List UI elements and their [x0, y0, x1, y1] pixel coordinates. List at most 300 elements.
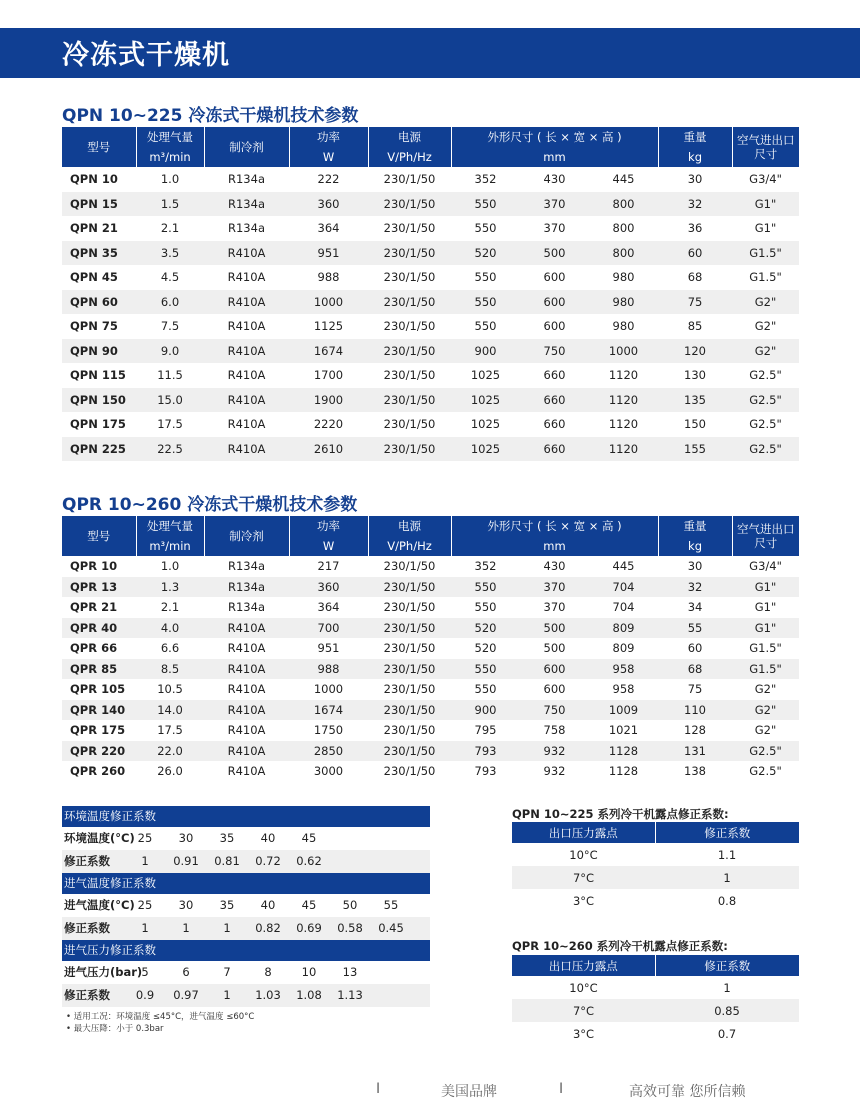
correction-value: 7 — [223, 965, 231, 979]
table-cell: R134a — [228, 559, 265, 574]
table-cell: 2850 — [289, 741, 368, 762]
table-cell: 75 — [687, 682, 703, 697]
table-cell: 10°C — [569, 847, 598, 862]
header-port: 空气进出口尺寸 — [732, 516, 799, 556]
header-power-unit: W — [289, 536, 368, 556]
header-refrigerant: 制冷剂 — [204, 516, 289, 556]
dew-qpr-body — [512, 976, 799, 1045]
correction-label: 修正系数 — [64, 854, 110, 868]
table-cell: 430 — [543, 172, 566, 187]
table-cell: 22.0 — [136, 741, 204, 762]
correction-row — [62, 827, 430, 850]
table-cell: 7°C — [512, 999, 655, 1022]
table-cell: 155 — [658, 437, 732, 462]
table-cell: R410A — [204, 339, 289, 364]
correction-label: 修正系数 — [64, 988, 110, 1002]
dew-qpn-body — [512, 843, 799, 912]
table-cell: 932 — [543, 764, 566, 779]
table-cell: 1120 — [608, 417, 639, 432]
table-cell: 8.5 — [136, 659, 204, 680]
table-cell: 980 — [589, 290, 658, 315]
table-cell: 1128 — [589, 741, 658, 762]
table-cell: G2" — [732, 290, 799, 315]
notes — [66, 1011, 254, 1035]
table-cell: 230/1/50 — [383, 682, 436, 697]
model-cell: QPN 75 — [70, 319, 118, 334]
table-cell: R410A — [204, 618, 289, 639]
table-cell: 1900 — [289, 388, 368, 413]
model-cell: QPR 175 — [70, 723, 126, 738]
header-flow-unit: m³/min — [136, 536, 204, 556]
table-cell: 1.5 — [136, 192, 204, 217]
correction-value: 0.97 — [173, 988, 199, 1002]
table-cell: 30 — [687, 172, 703, 187]
table-cell: 988 — [289, 659, 368, 680]
table-cell: G2" — [754, 682, 777, 697]
table-cell: 230/1/50 — [383, 270, 436, 285]
table-cell: 1025 — [470, 417, 501, 432]
table-cell: 500 — [520, 618, 589, 639]
qpn-table-body — [62, 167, 799, 461]
table-cell: 980 — [612, 270, 635, 285]
table-cell: 800 — [589, 192, 658, 217]
table-cell: 230/1/50 — [368, 700, 451, 721]
table-cell: 800 — [589, 241, 658, 266]
table-cell: R410A — [227, 368, 266, 383]
table-cell: G2.5" — [732, 388, 799, 413]
table-cell: R134a — [204, 192, 289, 217]
page-title: 冷冻式干燥机 — [62, 40, 230, 71]
table-cell: 364 — [317, 221, 340, 236]
table-cell: 230/1/50 — [368, 618, 451, 639]
correction-label: 环境温度(°C) — [64, 831, 135, 845]
table-row — [62, 638, 799, 659]
qpn-spec-table — [62, 127, 799, 461]
correction-value: 0.9 — [135, 988, 155, 1002]
table-cell: 550 — [451, 290, 520, 315]
table-cell: 370 — [543, 600, 566, 615]
table-cell: 1000 — [289, 290, 368, 315]
table-cell: 230/1/50 — [383, 221, 436, 236]
table-cell: 2.1 — [160, 221, 180, 236]
table-row — [512, 976, 799, 999]
table-cell: 15.0 — [136, 388, 204, 413]
correction-label: 进气温度(°C) — [64, 898, 135, 912]
table-cell: 30 — [687, 559, 703, 574]
table-cell: G2.5" — [749, 764, 782, 779]
header-dims-unit: mm — [451, 536, 658, 556]
table-cell: 1025 — [451, 437, 520, 462]
table-cell: 1025 — [470, 368, 501, 383]
table-cell: 951 — [317, 641, 340, 656]
table-cell: 7.5 — [160, 319, 180, 334]
table-cell: 1 — [723, 980, 731, 995]
correction-factors — [62, 806, 430, 1007]
table-cell: 550 — [474, 682, 497, 697]
table-cell: 600 — [520, 659, 589, 680]
table-row — [512, 866, 799, 889]
table-cell: 2.1 — [160, 600, 180, 615]
table-cell: 135 — [658, 388, 732, 413]
table-cell: G1.5" — [749, 270, 782, 285]
qpr-section-title: QPR 10~260 冷冻式干燥机技术参数 — [62, 495, 358, 515]
correction-value: 50 — [342, 898, 358, 912]
model-cell: QPN 175 — [70, 417, 126, 432]
table-cell: G1" — [754, 221, 777, 236]
dew-qpn-title: QPN 10~225 系列冷干机露点修正系数: — [512, 807, 729, 821]
table-cell: 32 — [658, 192, 732, 217]
model-cell: QPN 45 — [70, 270, 118, 285]
qpr-table-body — [62, 556, 799, 782]
correction-value: 1 — [223, 921, 231, 935]
dew-header-point: 出口压力露点 — [512, 955, 655, 976]
table-row — [62, 363, 799, 388]
table-cell: 900 — [451, 339, 520, 364]
table-cell: 758 — [543, 723, 566, 738]
table-cell: G2" — [754, 723, 777, 738]
table-cell: R410A — [204, 659, 289, 680]
correction-value: 0.82 — [255, 921, 281, 935]
table-cell: 7°C — [512, 866, 655, 889]
table-cell: 230/1/50 — [383, 319, 436, 334]
table-cell: 2220 — [313, 417, 344, 432]
table-cell: 360 — [289, 192, 368, 217]
header-flow-unit: m³/min — [136, 147, 204, 167]
table-cell: 1120 — [608, 368, 639, 383]
correction-value: 30 — [178, 898, 194, 912]
table-cell: 230/1/50 — [368, 659, 451, 680]
footer-brand: 美国品牌 — [441, 1084, 497, 1100]
table-cell: 750 — [520, 339, 589, 364]
correction-value: 0.91 — [173, 854, 199, 868]
table-row — [512, 843, 799, 866]
table-cell: R410A — [227, 417, 266, 432]
table-cell: 1700 — [313, 368, 344, 383]
table-cell: R410A — [227, 682, 266, 697]
table-cell: 352 — [474, 559, 497, 574]
table-cell: G2" — [732, 339, 799, 364]
header-weight-unit: kg — [658, 147, 732, 167]
table-cell: R410A — [227, 764, 266, 779]
table-cell: 230/1/50 — [368, 290, 451, 315]
table-cell: 60 — [658, 241, 732, 266]
table-cell: 230/1/50 — [383, 764, 436, 779]
table-cell: 230/1/50 — [368, 241, 451, 266]
table-cell: 1750 — [313, 723, 344, 738]
table-cell: 222 — [317, 172, 340, 187]
table-cell: R410A — [204, 437, 289, 462]
dew-qpn-table — [512, 822, 799, 912]
table-cell: 230/1/50 — [368, 741, 451, 762]
table-cell: 600 — [543, 270, 566, 285]
model-cell: QPR 85 — [62, 659, 136, 680]
model-cell: QPN 150 — [62, 388, 136, 413]
table-cell: 445 — [612, 172, 635, 187]
model-cell: QPR 13 — [62, 577, 136, 598]
table-cell: 500 — [543, 641, 566, 656]
table-cell: 660 — [520, 388, 589, 413]
header-dims-unit: mm — [451, 147, 658, 167]
qpn-section-title: QPN 10~225 冷冻式干燥机技术参数 — [62, 106, 359, 126]
table-cell: 550 — [451, 659, 520, 680]
table-cell: 4.5 — [160, 270, 180, 285]
table-cell: 26.0 — [157, 764, 183, 779]
table-cell: G3/4" — [749, 172, 782, 187]
model-cell: QPR 220 — [62, 741, 136, 762]
correction-value: 55 — [383, 898, 399, 912]
correction-value: 45 — [301, 898, 317, 912]
table-cell: 60 — [687, 641, 703, 656]
table-cell: 500 — [520, 241, 589, 266]
table-row — [62, 659, 799, 680]
header-dims: 外形尺寸 ( 长 × 宽 × 高 ) — [451, 516, 658, 536]
table-cell: 230/1/50 — [383, 559, 436, 574]
table-cell: 660 — [543, 368, 566, 383]
table-cell: 150 — [684, 417, 706, 432]
table-cell: 660 — [543, 417, 566, 432]
table-cell: 1 — [655, 866, 799, 889]
table-cell: 1674 — [289, 339, 368, 364]
table-cell: 68 — [687, 270, 703, 285]
table-cell: 520 — [451, 241, 520, 266]
table-cell: 230/1/50 — [368, 192, 451, 217]
table-cell: 230/1/50 — [383, 368, 436, 383]
model-cell: QPR 140 — [62, 700, 136, 721]
table-cell: 1000 — [589, 339, 658, 364]
table-cell: 1120 — [589, 388, 658, 413]
table-cell: 352 — [474, 172, 497, 187]
table-cell: 704 — [612, 600, 635, 615]
table-row — [512, 889, 799, 912]
correction-value: 0.69 — [296, 921, 322, 935]
correction-value: 0.81 — [214, 854, 240, 868]
table-cell: 793 — [451, 741, 520, 762]
table-cell: 3000 — [313, 764, 344, 779]
table-row — [62, 265, 799, 290]
table-cell: 1025 — [451, 388, 520, 413]
table-cell: R134a — [228, 172, 265, 187]
table-cell: 230/1/50 — [383, 172, 436, 187]
correction-value: 1.08 — [296, 988, 322, 1002]
table-cell: R410A — [227, 641, 266, 656]
table-row — [62, 700, 799, 721]
correction-value: 1 — [141, 854, 149, 868]
correction-value: 0.72 — [255, 854, 281, 868]
correction-value: 30 — [178, 831, 194, 845]
table-cell: R410A — [204, 741, 289, 762]
table-cell: 370 — [520, 577, 589, 598]
table-cell: R410A — [227, 270, 266, 285]
table-cell: R134a — [228, 221, 265, 236]
table-cell: 9.0 — [136, 339, 204, 364]
table-row — [62, 597, 799, 618]
table-row — [512, 1022, 799, 1045]
table-cell: 364 — [317, 600, 340, 615]
table-cell: 110 — [658, 700, 732, 721]
correction-value: 1.03 — [255, 988, 281, 1002]
model-cell: QPR 40 — [62, 618, 136, 639]
table-row — [62, 437, 799, 462]
correction-value: 1 — [182, 921, 190, 935]
table-cell: 3.5 — [136, 241, 204, 266]
table-cell: 32 — [658, 577, 732, 598]
footer-slogan: 高效可靠 您所信赖 — [629, 1084, 746, 1100]
table-row — [62, 741, 799, 762]
header-supply: 电源 — [368, 516, 451, 536]
table-cell: 6.6 — [160, 641, 180, 656]
table-cell: 430 — [543, 559, 566, 574]
correction-header: 进气压力修正系数 — [62, 940, 430, 961]
table-cell: 1674 — [289, 700, 368, 721]
header-supply-unit: V/Ph/Hz — [368, 536, 451, 556]
model-cell: QPR 105 — [70, 682, 126, 697]
model-cell: QPN 15 — [62, 192, 136, 217]
correction-value: 1 — [223, 988, 231, 1002]
correction-value: 0.45 — [378, 921, 404, 935]
correction-value: 6 — [182, 965, 190, 979]
table-row — [62, 241, 799, 266]
correction-value: 40 — [260, 831, 276, 845]
table-cell: 17.5 — [157, 723, 183, 738]
correction-value: 13 — [342, 965, 358, 979]
header-flow: 处理气量 — [136, 516, 204, 536]
table-cell: G2.5" — [749, 417, 782, 432]
header-dims: 外形尺寸 ( 长 × 宽 × 高 ) — [451, 127, 658, 147]
table-cell: 14.0 — [136, 700, 204, 721]
table-cell: 704 — [589, 577, 658, 598]
table-row — [62, 314, 799, 339]
table-cell: 36 — [687, 221, 703, 236]
header-supply: 电源 — [368, 127, 451, 147]
correction-value: 1 — [141, 921, 149, 935]
header-refrigerant: 制冷剂 — [204, 127, 289, 167]
table-cell: 600 — [543, 682, 566, 697]
table-cell: G1" — [754, 600, 777, 615]
table-row — [62, 167, 799, 192]
note-item: • 最大压降：小于 0.3bar — [66, 1024, 164, 1034]
table-cell: 1.3 — [136, 577, 204, 598]
table-cell: G1.5" — [732, 241, 799, 266]
table-cell: 230/1/50 — [368, 437, 451, 462]
correction-value: 10 — [301, 965, 317, 979]
table-cell: 360 — [289, 577, 368, 598]
dew-qpr-title: QPR 10~260 系列冷干机露点修正系数: — [512, 939, 728, 953]
table-cell: R410A — [204, 700, 289, 721]
table-cell: 932 — [520, 741, 589, 762]
correction-row — [62, 984, 430, 1007]
table-cell: 10°C — [569, 980, 598, 995]
model-cell: QPR 66 — [70, 641, 118, 656]
correction-value: 35 — [219, 898, 235, 912]
header-flow: 处理气量 — [136, 127, 204, 147]
table-cell: 958 — [612, 682, 635, 697]
table-cell: 809 — [589, 618, 658, 639]
table-cell: 520 — [474, 641, 497, 656]
table-cell: 230/1/50 — [383, 641, 436, 656]
table-cell: 1128 — [608, 764, 639, 779]
table-cell: 230/1/50 — [368, 388, 451, 413]
correction-value: 40 — [260, 898, 276, 912]
footer-separator: I — [559, 1081, 564, 1097]
table-cell: 750 — [520, 700, 589, 721]
table-row — [62, 216, 799, 241]
correction-value: 25 — [137, 831, 153, 845]
table-cell: R410A — [204, 290, 289, 315]
header-model: 型号 — [62, 516, 136, 556]
table-row — [62, 290, 799, 315]
table-cell: G1.5" — [749, 641, 782, 656]
correction-row — [62, 917, 430, 940]
table-cell: 230/1/50 — [383, 723, 436, 738]
table-cell: G2" — [754, 319, 777, 334]
table-cell: G2.5" — [749, 368, 782, 383]
header-power-unit: W — [289, 147, 368, 167]
table-cell: 445 — [612, 559, 635, 574]
table-cell: 138 — [684, 764, 706, 779]
table-cell: 230/1/50 — [383, 600, 436, 615]
correction-header: 进气温度修正系数 — [62, 873, 430, 894]
header-power: 功率 — [289, 127, 368, 147]
correction-value: 1.13 — [337, 988, 363, 1002]
table-cell: G2.5" — [732, 741, 799, 762]
table-cell: 6.0 — [136, 290, 204, 315]
table-cell: G1.5" — [732, 659, 799, 680]
header-weight: 重量 — [658, 516, 732, 536]
table-cell: 3°C — [572, 893, 595, 908]
table-cell: R134a — [204, 577, 289, 598]
table-cell: 550 — [474, 600, 497, 615]
table-cell: 55 — [658, 618, 732, 639]
table-cell: 1000 — [313, 682, 344, 697]
note-item: • 适用工况：环境温度 ≤45°C，进气温度 ≤60°C — [66, 1012, 255, 1022]
correction-value: 0.62 — [296, 854, 322, 868]
table-cell: 370 — [543, 221, 566, 236]
table-cell: 0.85 — [655, 999, 799, 1022]
model-cell: QPR 260 — [70, 764, 126, 779]
model-cell: QPN 21 — [70, 221, 118, 236]
table-cell: 3°C — [572, 1026, 595, 1041]
correction-value: 5 — [141, 965, 149, 979]
table-cell: R410A — [227, 723, 266, 738]
qpr-spec-table — [62, 516, 799, 782]
table-cell: 809 — [612, 641, 635, 656]
correction-row — [62, 850, 430, 873]
table-row — [62, 388, 799, 413]
header-weight: 重量 — [658, 127, 732, 147]
table-cell: 1120 — [589, 437, 658, 462]
correction-value: 0.58 — [337, 921, 363, 935]
model-cell: QPR 10 — [70, 559, 118, 574]
header-supply-unit: V/Ph/Hz — [368, 147, 451, 167]
correction-value: 45 — [301, 831, 317, 845]
correction-value: 8 — [264, 965, 272, 979]
table-row — [62, 412, 799, 437]
table-cell: G2.5" — [732, 437, 799, 462]
table-cell: 520 — [451, 618, 520, 639]
table-cell: 550 — [451, 192, 520, 217]
table-cell: 75 — [658, 290, 732, 315]
correction-value: 25 — [137, 898, 153, 912]
table-row — [62, 577, 799, 598]
table-cell: 0.7 — [717, 1026, 737, 1041]
header-port: 空气进出口尺寸 — [732, 127, 799, 167]
table-cell: 1125 — [313, 319, 344, 334]
table-cell: 1009 — [589, 700, 658, 721]
footer-separator: I — [376, 1081, 381, 1097]
table-cell: G1" — [732, 192, 799, 217]
table-cell: 550 — [474, 270, 497, 285]
model-cell: QPN 90 — [62, 339, 136, 364]
